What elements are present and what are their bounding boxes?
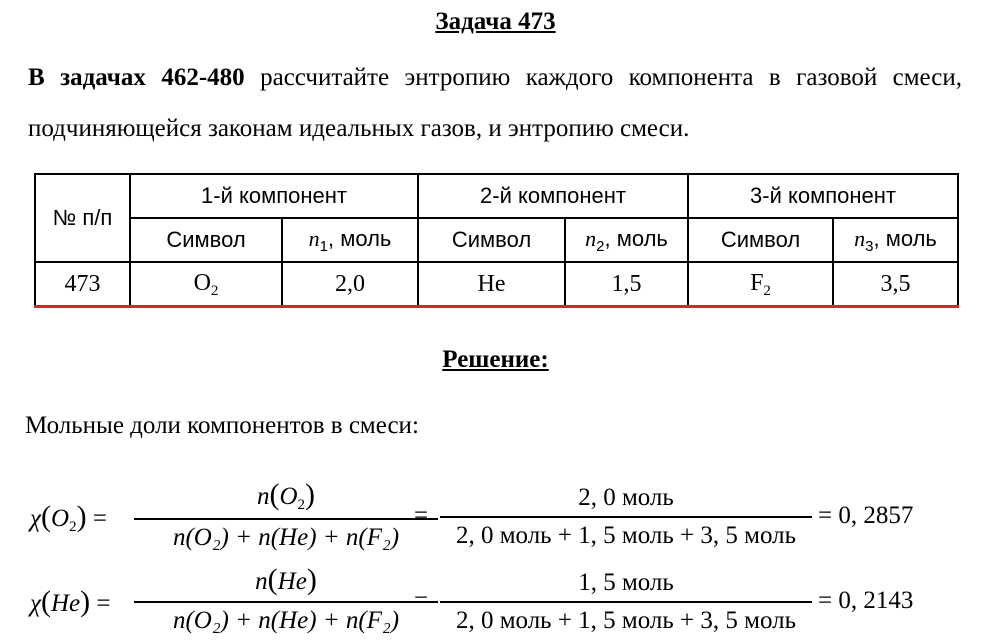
c1-amount: 2,0	[282, 262, 418, 307]
symbol-header-1: Символ	[130, 218, 282, 262]
group-header-3: 3-й компонент	[688, 174, 958, 218]
task-range: В задачах 462-480	[28, 64, 245, 91]
amount-header-3: $n_3$, моль	[833, 218, 958, 262]
group-header-2: 2-й компонент	[418, 174, 688, 218]
fraction-symbolic: n(He) n(O₂) + n(He) + n(F₂)	[134, 563, 438, 635]
components-table	[34, 173, 959, 308]
red-underline	[34, 305, 959, 308]
group-header-1: 1-й компонент	[130, 174, 418, 218]
formula-he: χ(He) = n(He) n(O₂) + n(He) + n(F₂) = 1, 5 моль 2, 0 моль + 1, 5 моль + 3, 5 моль = 0, 2143	[30, 563, 914, 634]
task-statement	[28, 52, 962, 154]
c3-amount: 3,5	[833, 262, 958, 307]
c3-symbol: $F_2$	[688, 262, 833, 307]
formula-result: = 0, 2857	[818, 502, 914, 529]
c2-amount: 1,5	[565, 262, 688, 307]
task-text: рассчитайте энтропию каждого компонента в газовой смеси, подчиняющейся законам идеальных газов, и энтропию смеси.	[28, 64, 962, 142]
symbol-header-3: Символ	[688, 218, 833, 262]
formula-lhs: χ(He) =	[30, 585, 111, 618]
intro-text: Мольные доли компонентов в смеси:	[25, 412, 419, 439]
c1-symbol: $O_2$	[130, 262, 282, 307]
fraction-numeric: 1, 5 моль 2, 0 моль + 1, 5 моль + 3, 5 моль	[440, 569, 812, 635]
c2-symbol: He	[418, 262, 565, 307]
task-title: Задача 473	[435, 8, 556, 35]
fraction-numeric: 2, 0 моль 2, 0 моль + 1, 5 моль + 3, 5 моль	[440, 484, 812, 550]
formula-result: = 0, 2143	[818, 587, 914, 614]
amount-header-2: $n_2$, моль	[565, 218, 688, 262]
col-num-header: № п/п	[35, 174, 130, 262]
amount-header-1: $n_1$, моль	[282, 218, 418, 262]
row-number: 473	[35, 262, 130, 307]
fraction-symbolic: $n(O_2)$ n(O₂) + n(He) + n(F₂)	[134, 478, 438, 552]
symbol-header-2: Символ	[418, 218, 565, 262]
solution-heading: Решение:	[442, 346, 549, 373]
formula-lhs: $\chi(O_2)$ =	[30, 500, 107, 535]
formula-o2: $\chi(O_2)$ = $n(O_2)$ n(O₂) + n(He) + n(F₂) = 2, 0 моль 2, 0 моль + 1, 5 моль + 3, 5 моль = 0, 2857	[30, 478, 914, 551]
